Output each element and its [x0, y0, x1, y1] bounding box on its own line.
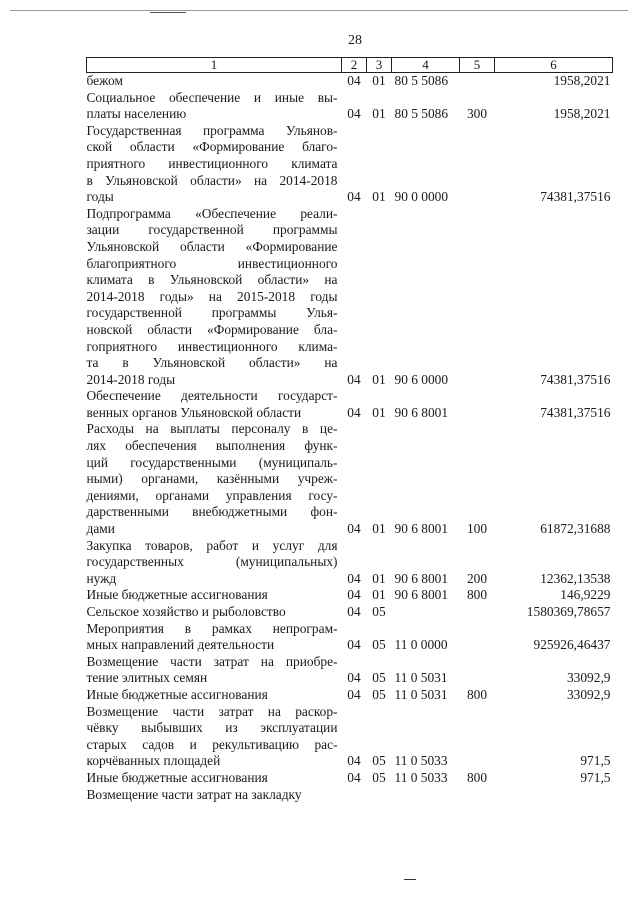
table-row: [87, 621, 613, 654]
row-name-cell: Иные бюджетные ассигнования: [86, 686, 268, 702]
row-section-cell: 04: [347, 686, 361, 702]
table-row: [87, 123, 613, 206]
table-header-row: [87, 58, 613, 73]
row-expense-type-cell: 800: [466, 769, 488, 785]
row-subsection-cell: 01: [372, 189, 386, 205]
header-col-3: 3: [367, 58, 392, 73]
table-row: [87, 770, 613, 787]
row-subsection-cell: 01: [372, 570, 386, 586]
row-section-cell: 04: [347, 570, 361, 586]
row-amount-cell: [495, 787, 613, 804]
row-amount-cell: 1958,2021: [553, 73, 611, 88]
row-name-cell: Обеспечение деятельности государст- венных органов Ульяновской области: [86, 388, 338, 420]
table-row: [87, 388, 613, 421]
row-expense-type-cell: [460, 206, 495, 389]
row-name-cell: Иные бюджетные ассигнования: [86, 769, 268, 785]
scan-artifact-dash: [404, 879, 416, 880]
row-subsection-cell: 01: [372, 73, 386, 88]
row-amount-cell: 74381,37516: [540, 189, 611, 205]
table-row: [87, 687, 613, 704]
row-section-cell: 04: [347, 637, 361, 653]
row-amount-cell: 971,5: [580, 753, 611, 769]
row-target-article-cell: 80 5 5086: [394, 106, 449, 122]
row-amount-cell: 74381,37516: [540, 371, 611, 387]
row-amount-cell: 74381,37516: [540, 404, 611, 420]
row-amount-cell: 1580369,78657: [526, 604, 611, 619]
row-target-article-cell: 90 6 0000: [394, 371, 449, 387]
row-expense-type-cell: [460, 621, 495, 654]
row-name-cell: Возмещение части затрат на закладку: [86, 786, 302, 802]
table-body: [87, 73, 613, 804]
row-expense-type-cell: 300: [466, 106, 488, 122]
row-subsection-cell: 05: [372, 670, 386, 686]
table-row: [87, 538, 613, 588]
row-target-article-cell: 11 0 5031: [394, 686, 448, 702]
row-expense-type-cell: [460, 123, 495, 206]
row-subsection-cell: 05: [372, 604, 386, 619]
row-target-article-cell: 80 5 5086: [394, 73, 449, 88]
budget-table: [86, 57, 613, 803]
row-target-article-cell: 90 0 0000: [394, 189, 449, 205]
table-row: [87, 787, 613, 804]
row-target-article-cell: 90 6 8001: [394, 587, 449, 603]
row-expense-type-cell: [460, 654, 495, 687]
row-subsection-cell: 01: [372, 404, 386, 420]
scan-top-edge: [10, 10, 628, 11]
table-row: [87, 604, 613, 621]
table-row: [87, 421, 613, 537]
header-col-4: 4: [392, 58, 460, 73]
row-name-cell: Возмещение части затрат на раскор- чёвку выбывших из эксплуатации старых садов и рекультивацию рас- корчёванных площадей: [86, 703, 338, 769]
table-row: [87, 587, 613, 604]
table-row: [87, 73, 613, 90]
row-subsection-cell: 05: [372, 637, 386, 653]
table-row: [87, 90, 613, 123]
row-amount-cell: 33092,9: [566, 670, 611, 686]
row-section-cell: 04: [347, 371, 361, 387]
row-name-cell: Иные бюджетные ассигнования: [86, 587, 268, 603]
row-target-article-cell: 11 0 5033: [394, 753, 448, 769]
table-row: [87, 654, 613, 687]
row-target-article-cell: 90 6 8001: [394, 404, 449, 420]
scan-artifact-mark: [150, 12, 186, 13]
row-expense-type-cell: 100: [466, 521, 488, 537]
row-expense-type-cell: [460, 73, 495, 90]
row-name-cell: Подпрограмма «Обеспечение реали- зации государственной программы Ульяновской области «Формирование благоприятного инвестиционного климата в Ульяновской области» на 2014-2018 годы» на 2015-2018 годы государственной программы Улья- новской области «Формирование бла- гоприятного инвестиционного клима- та в Ульяновской области» на 2014-2018 годы: [86, 205, 338, 387]
row-target-article-cell: 11 0 5033: [394, 769, 448, 785]
row-section-cell: 04: [347, 753, 361, 769]
page-number: 28: [348, 33, 362, 48]
row-subsection-cell: 01: [372, 371, 386, 387]
row-section-cell: 04: [347, 604, 361, 619]
row-name-cell: бежом: [86, 73, 123, 88]
row-target-article-cell: 11 0 0000: [394, 637, 448, 653]
row-subsection-cell: 05: [372, 753, 386, 769]
header-col-2: 2: [342, 58, 367, 73]
row-target-article-cell: 90 6 8001: [394, 570, 449, 586]
row-expense-type-cell: 200: [466, 570, 488, 586]
table-row: [87, 704, 613, 770]
header-col-5: 5: [460, 58, 495, 73]
row-name-cell: Расходы на выплаты персоналу в це- лях обеспечения выполнения функ- ций государственными (муниципаль- ными) органами, казёнными учреж- дениями, органами управления госу- дарственными внебюджетными фон- дами: [86, 421, 338, 537]
row-section-cell: 04: [347, 587, 361, 603]
row-amount-cell: 61872,31688: [540, 521, 611, 537]
row-name-cell: Государственная программа Ульянов- ской области «Формирование благо- приятного инвестиционного климата в Ульяновской области» на 2014-2018 годы: [86, 122, 338, 205]
row-subsection-cell: [367, 787, 392, 804]
row-subsection-cell: 01: [372, 587, 386, 603]
row-name-cell: Закупка товаров, работ и услуг для государственных (муниципальных) нужд: [86, 537, 338, 586]
row-section-cell: 04: [347, 189, 361, 205]
row-expense-type-cell: [460, 787, 495, 804]
row-section-cell: 04: [347, 769, 361, 785]
row-expense-type-cell: 800: [466, 686, 488, 702]
row-name-cell: Социальное обеспечение и иные вы- платы населению: [86, 89, 338, 122]
row-amount-cell: 33092,9: [566, 686, 611, 702]
row-expense-type-cell: [460, 704, 495, 770]
row-section-cell: [342, 787, 367, 804]
row-subsection-cell: 05: [372, 686, 386, 702]
row-section-cell: 04: [347, 73, 361, 88]
row-subsection-cell: 01: [372, 106, 386, 122]
row-subsection-cell: 01: [372, 521, 386, 537]
row-amount-cell: 925926,46437: [533, 637, 611, 653]
row-target-article-cell: [392, 604, 460, 621]
row-expense-type-cell: [460, 388, 495, 421]
row-name-cell: Мероприятия в рамках непрограм- мных направлений деятельности: [86, 620, 338, 653]
row-amount-cell: 146,9229: [560, 587, 611, 603]
row-name-cell: Возмещение части затрат на приобре- тение элитных семян: [86, 653, 338, 686]
row-target-article-cell: 90 6 8001: [394, 521, 449, 537]
row-target-article-cell: 11 0 5031: [394, 670, 448, 686]
row-expense-type-cell: 800: [466, 587, 488, 603]
row-target-article-cell: [392, 787, 460, 804]
row-amount-cell: 1958,2021: [553, 106, 611, 122]
header-col-6: 6: [495, 58, 613, 73]
row-expense-type-cell: [460, 604, 495, 621]
row-subsection-cell: 05: [372, 769, 386, 785]
row-amount-cell: 971,5: [580, 769, 611, 785]
header-col-1: 1: [87, 58, 342, 73]
row-name-cell: Сельское хозяйство и рыболовство: [86, 604, 286, 619]
row-section-cell: 04: [347, 404, 361, 420]
row-section-cell: 04: [347, 106, 361, 122]
row-section-cell: 04: [347, 670, 361, 686]
table-row: [87, 206, 613, 389]
row-section-cell: 04: [347, 521, 361, 537]
row-amount-cell: 12362,13538: [540, 570, 611, 586]
